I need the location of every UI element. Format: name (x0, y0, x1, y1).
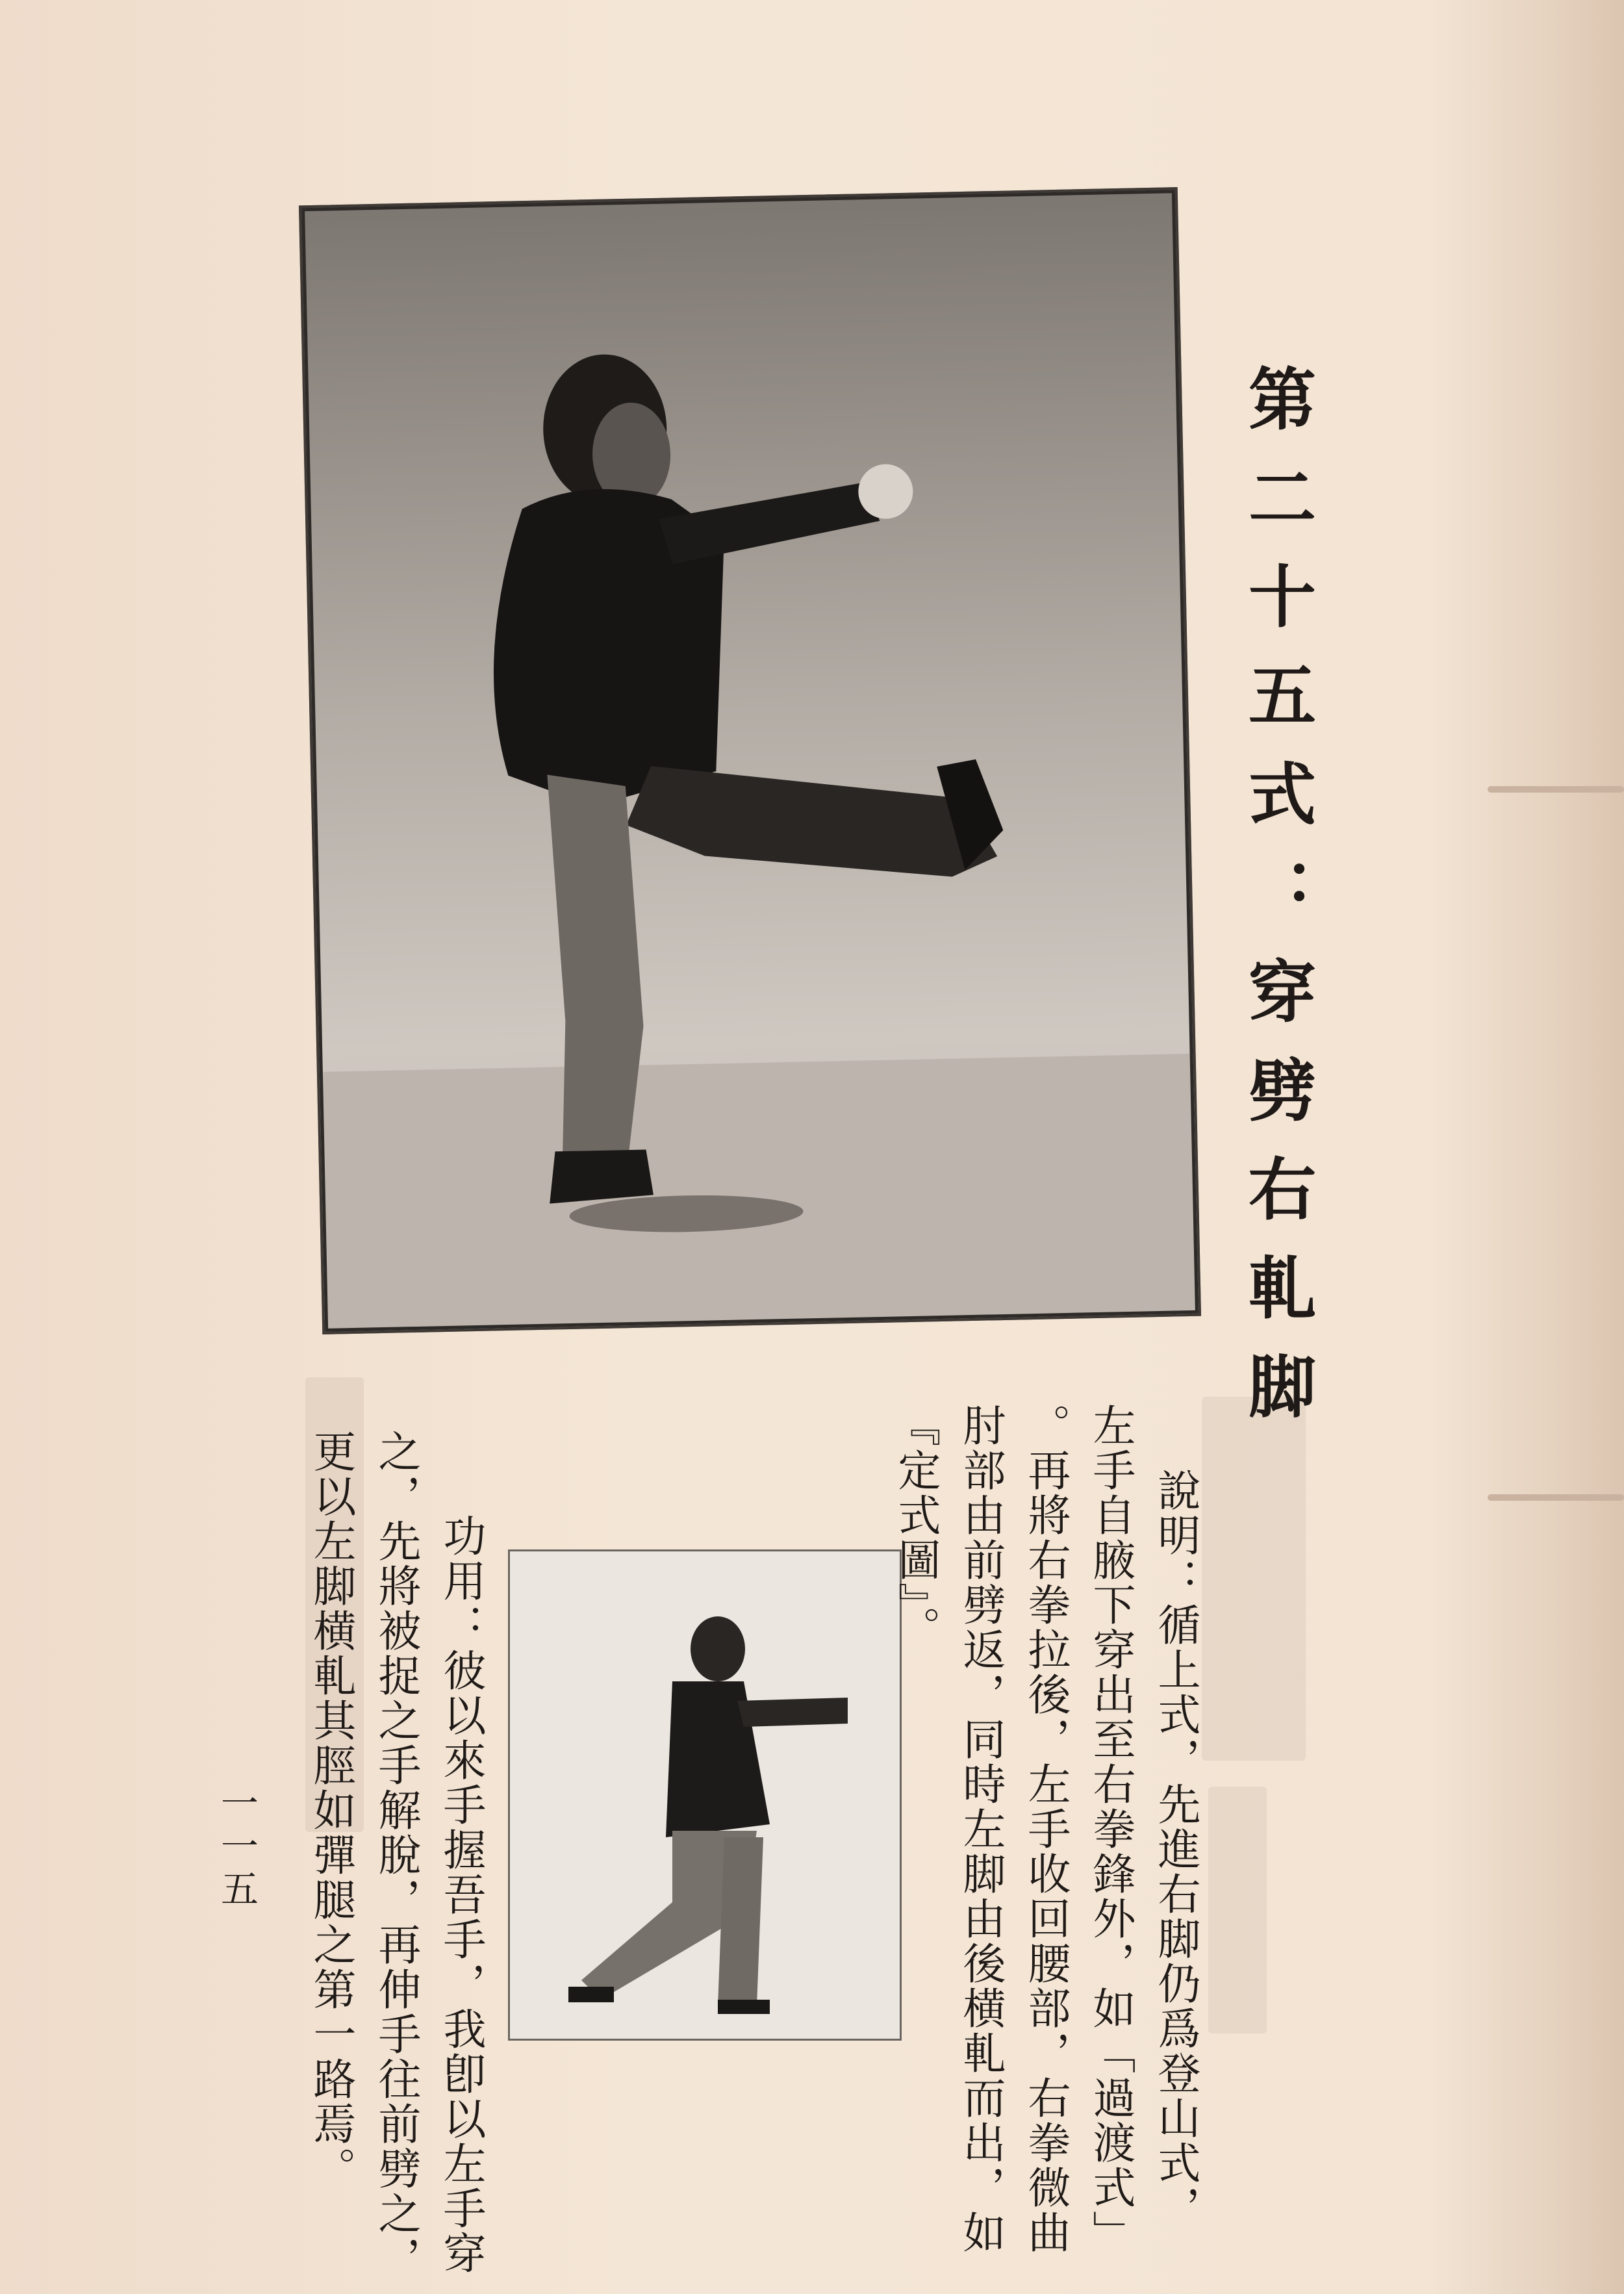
inset-photo-transition-posture (508, 1549, 902, 2041)
function-line-3: 更以左脚横軋其脛如彈腿之第一路焉。 (306, 1429, 356, 2191)
page-fold-shadow (1429, 0, 1624, 2294)
page-crease-upper (1488, 786, 1624, 793)
page-crease-lower (1488, 1494, 1624, 1501)
explanation-line-1: 說明：循上式，先進右脚仍爲登山式， (1150, 1468, 1200, 2230)
main-photo-kick-posture (299, 187, 1201, 1334)
posture-title: 第二十五式：穿劈右軋脚 (1237, 364, 1317, 1450)
explanation-line-2: 左手自腋下穿出至右拳鋒外，如「過渡式」 (1085, 1403, 1136, 2255)
function-line-1: 功用：彼以來手握吾手，我卽以左手穿 (436, 1514, 486, 2276)
bleed-through-bottom (1208, 1787, 1267, 2033)
bleed-through-right (1202, 1397, 1306, 1761)
explanation-line-4: 肘部由前劈返，同時左脚由後横軋而出，如 (956, 1403, 1006, 2255)
function-line-2: 之，先將被捉之手解脫，再伸手往前劈之， (371, 1429, 421, 2281)
explanation-line-5: 『定式圖』。 (891, 1403, 941, 1651)
main-photo-illustration (301, 190, 1199, 1332)
page-number: 一一五 (214, 1783, 259, 1912)
explanation-line-3: 。再將右拳拉後，左手收回腰部，右拳微曲 (1021, 1403, 1071, 2255)
inset-photo-illustration (510, 1551, 900, 2039)
